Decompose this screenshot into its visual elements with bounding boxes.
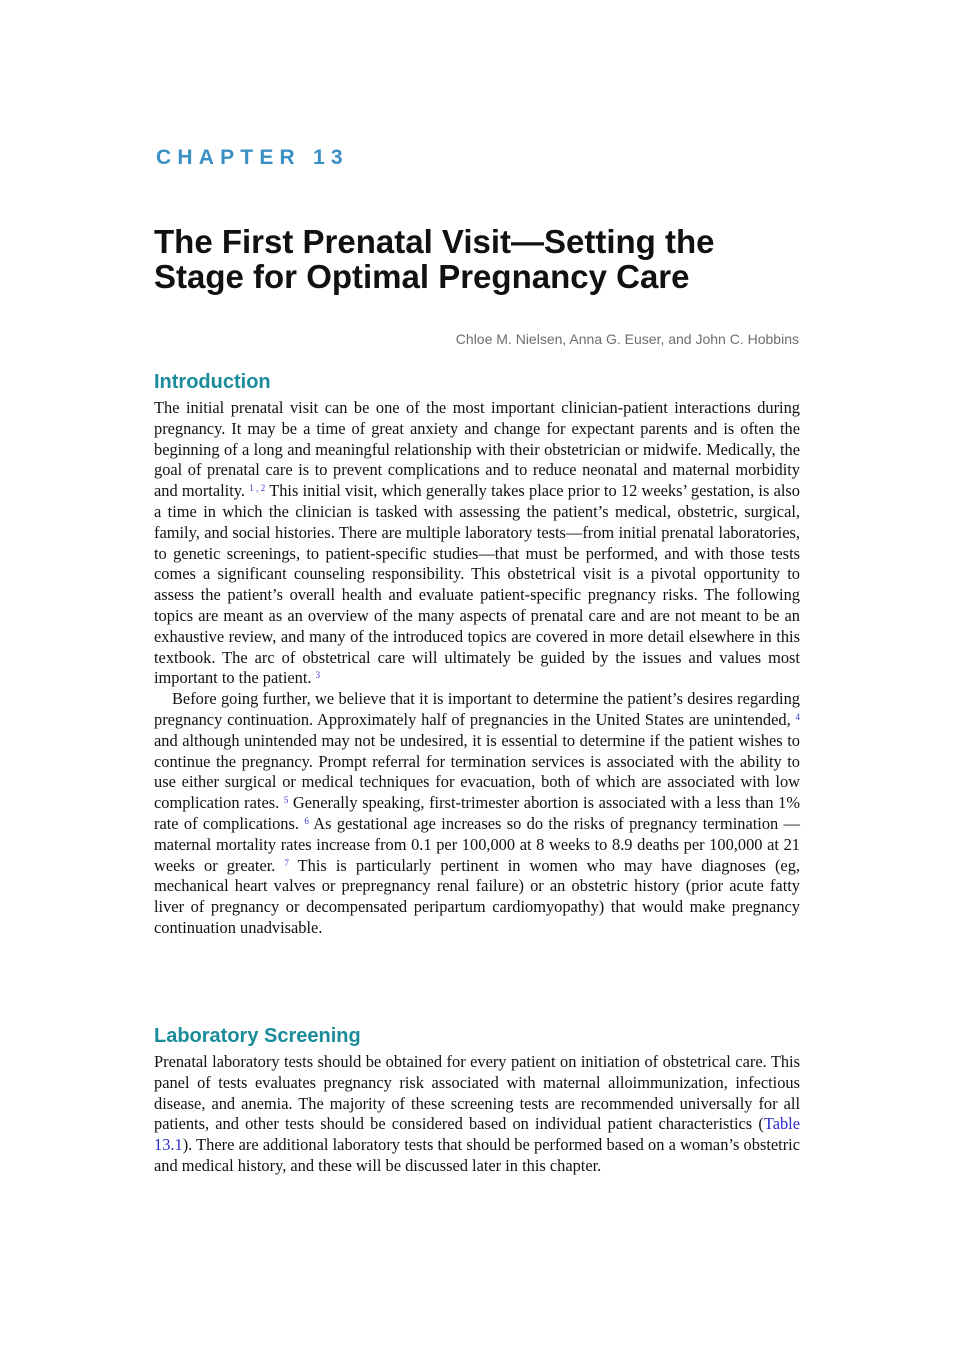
introduction-section	[154, 370, 800, 939]
introduction-paragraph-1	[154, 398, 800, 689]
reference-5-link[interactable]: 5	[283, 795, 289, 806]
text-run: As gestational age increases so do the risks of pregnancy termination —maternal mortality rates increase from 0.1 per 100,000 at 8 weeks to 8.9 deaths per 100,000 at 21 weeks or greater.	[154, 813, 800, 875]
laboratory-screening-section	[154, 1024, 800, 1177]
chapter-title-line-2: Stage for Optimal Pregnancy Care	[154, 258, 690, 295]
reference-1-link[interactable]: 1	[249, 483, 254, 494]
chapter-authors: Chloe M. Nielsen, Anna G. Euser, and John C. Hobbins	[455, 331, 799, 347]
laboratory-screening-heading: Laboratory Screening	[154, 1025, 361, 1047]
introduction-paragraph-2	[154, 689, 800, 939]
reference-2-link[interactable]: 2	[260, 483, 266, 494]
chapter-title-line-1: The First Prenatal Visit—Setting the	[154, 223, 715, 260]
reference-separator: ,	[253, 483, 261, 494]
text-run: and although unintended may not be undesired, it is essential to determine if the patient wishes to continue the pregnancy. Prompt referral for termination services is associated with the ability to use either surgical or medical techniques for evacuation, both of which are associated with low complication rates.	[154, 730, 800, 813]
laboratory-screening-paragraph	[154, 1052, 800, 1177]
chapter-title	[154, 224, 814, 294]
reference-3-link[interactable]: 3	[315, 670, 321, 681]
text-run: The initial prenatal visit can be one of the most important clinician-patient interactions during pregnancy. It may be a time of great anxiety and change for expectant parents and is often the beginning of a long and meaningful relationship with their obstetrician or midwife. Medically, the goal of prenatal care is to prevent complications and to reduce neonatal and maternal morbidity and mortality.	[154, 398, 800, 501]
table-13-1-link[interactable]: Table 13.1	[154, 1114, 800, 1155]
text-run: Before going further, we believe that it is important to determine the patient’s desires regarding pregnancy continuation. Approximately half of pregnancies in the United States are unintended,	[154, 689, 800, 729]
reference-7-link[interactable]: 7	[284, 857, 289, 868]
reference-4-link[interactable]: 4	[795, 711, 800, 722]
chapter-label: CHAPTER 13	[156, 146, 349, 169]
text-run: ). There are additional laboratory tests that should be performed based on a woman’s obstetric and medical history, and these will be discussed later in this chapter.	[154, 1135, 800, 1175]
introduction-heading: Introduction	[154, 371, 271, 393]
text-run: This is particularly pertinent in women who may have diagnoses (eg, mechanical heart valves or prepregnancy renal failure) or an obstetric history (prior acute fatty liver of pregnancy or decompensated peripartum cardiomyopathy) that would make pregnancy continuation unadvisable.	[154, 855, 800, 937]
text-run: This initial visit, which generally takes place prior to 12 weeks’ gestation, is also a time in which the clinician is tasked with assessing the patient’s medical, obstetric, surgical, family, and social histories. There are multiple laboratory tests—from initial prenatal laboratories, to genetic screenings, to patient-specific studies—that must be performed, and with those tests comes a significant counseling responsibility. This obstetrical visit is a pivotal opportunity to assess the patient’s overall health and evaluate patient-specific pregnancy risks. The following topics are meant as an overview of the many aspects of prenatal care and are not meant to be an exhaustive review, and many of the introduced topics are covered in more detail elsewhere in this textbook. The arc of obstetrical care will ultimately be guided by the issues and values most important to the patient.	[154, 481, 800, 688]
reference-6-link[interactable]: 6	[304, 815, 309, 826]
text-run: Prenatal laboratory tests should be obtained for every patient on initiation of obstetrical care. This panel of tests evaluates pregnancy risk associated with maternal alloimmunization, infectious disease, and anemia. The majority of these screening tests are recommended universally for all patients, and other tests should be considered based on individual patient characteristics (	[154, 1052, 800, 1134]
text-run: Generally speaking, first-trimester abortion is associated with a less than 1% rate of complications.	[154, 793, 800, 833]
